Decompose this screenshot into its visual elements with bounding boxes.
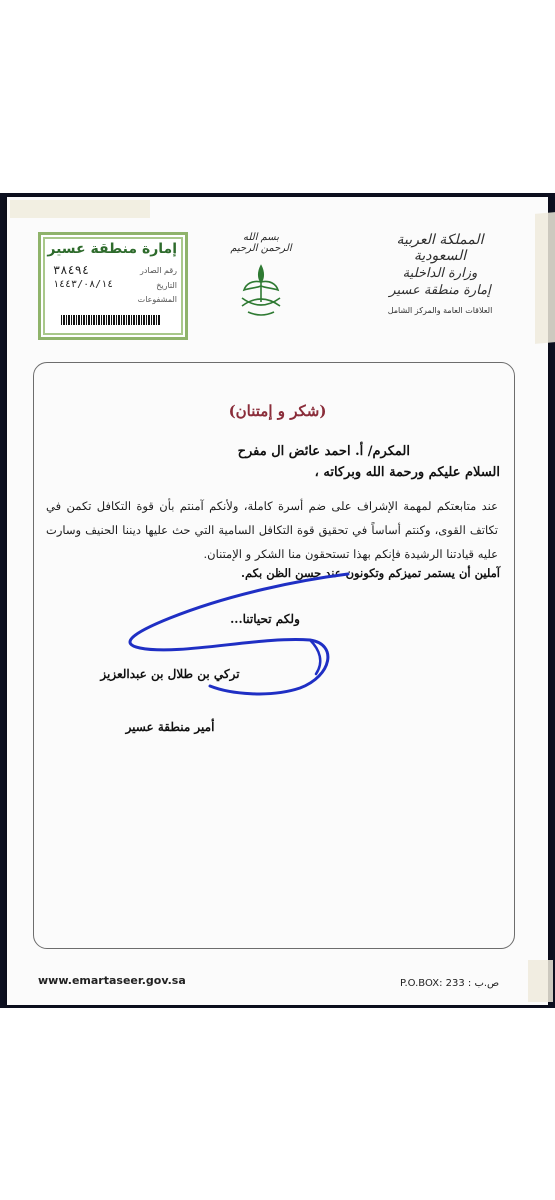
handwritten-signature xyxy=(110,566,350,706)
stamp-number-label: رقم الصادر xyxy=(139,266,177,275)
regards: ولكم تحياتنا... xyxy=(230,612,300,626)
department-name: العلاقات العامة والمركز الشامل xyxy=(387,306,493,315)
stamp-number-value: ٣٨٤٩٤ xyxy=(53,263,90,277)
addressee: المكرم/ أ. احمد عائض ال مفرح xyxy=(237,444,410,459)
letter-title: (شكر و إمتنان) xyxy=(228,402,327,420)
footer-pobox: P.O.BOX: 233 : ص.ب xyxy=(400,978,500,989)
letter-body xyxy=(46,494,498,566)
tape-strip xyxy=(528,960,553,1002)
ministry-header xyxy=(370,232,510,315)
tape-strip xyxy=(10,200,150,218)
signer-title: أمير منطقة عسير xyxy=(125,720,215,734)
tape-strip xyxy=(535,212,555,344)
ministry-line-1: المملكة العربية السعودية xyxy=(396,232,484,264)
stamp-date-label: التاريخ xyxy=(156,281,177,290)
closing-line: آملين أن يستمر تميزكم وتكونون عند حسن الظن بكم. xyxy=(241,566,500,580)
ministry-line-2: وزارة الداخلية xyxy=(402,266,478,281)
greeting: السلام عليكم ورحمة الله وبركاته ، xyxy=(314,465,500,480)
stamp-title: إمارة منطقة عسير xyxy=(47,241,177,257)
incoming-stamp xyxy=(38,232,188,340)
stamp-date-value: ١٤٤٣/٠٨/١٤ xyxy=(53,279,114,290)
footer-website: www.emartaseer.gov.sa xyxy=(38,974,186,987)
stamp-attachments-label: المشفوعات xyxy=(137,295,177,304)
body-paragraph: عند متابعتكم لمهمة الإشراف على ضم أسرة كاملة، ولأنكم آمنتم بأن قوة التكافل تكمن في تكاتف القوى، وكنتم أساساً في تحقيق قوة التكافل السامية التي حث عليها ديننا الحنيف وسارت عليه قيادتنا الرشيدة فإنكم بهذا تستحقون منا الشكر و الإمتنان. xyxy=(46,499,498,561)
signer-name: تركي بن طلال بن عبدالعزيز xyxy=(100,667,240,681)
ministry-line-3: إمارة منطقة عسير xyxy=(389,283,491,298)
basmala: بسم الله الرحمن الرحيم xyxy=(230,232,292,254)
barcode xyxy=(61,315,161,325)
saudi-emblem-icon xyxy=(236,262,286,322)
